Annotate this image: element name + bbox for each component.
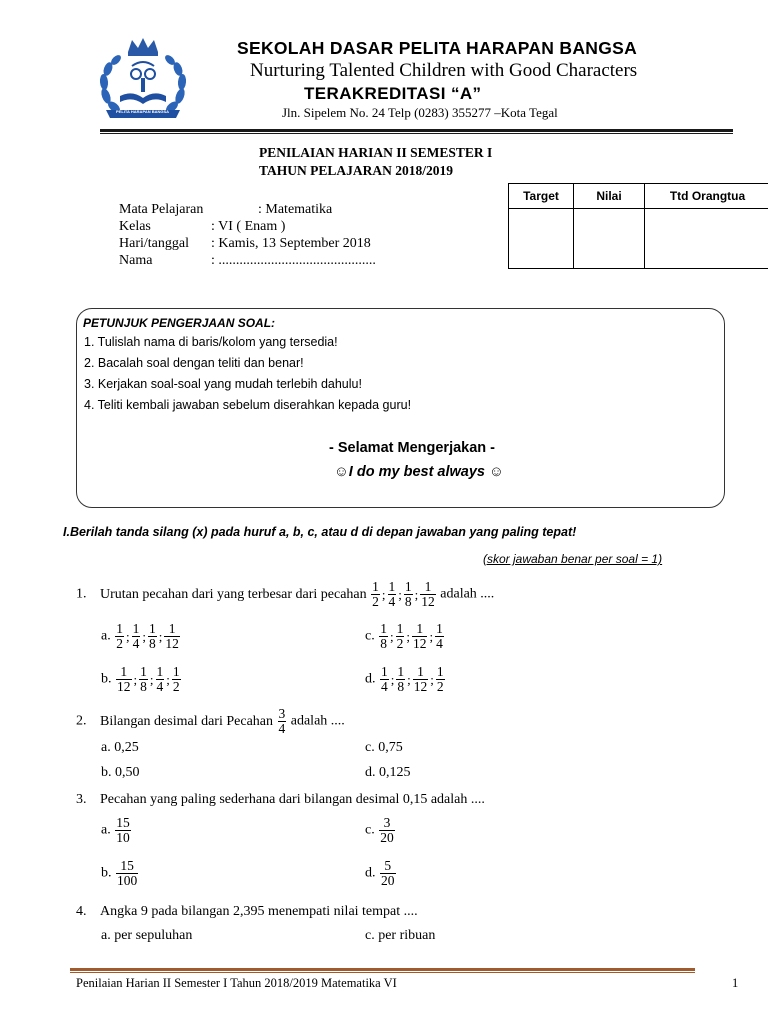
question-text: Urutan pecahan dari yang terbesar dari pecahan <box>100 586 367 602</box>
field-label: Mata Pelajaran <box>119 202 204 217</box>
numerator: 1 <box>148 621 156 636</box>
fraction <box>380 859 396 888</box>
instruction-item: 4. Teliti kembali jawaban sebelum diserahkan kepada guru! <box>84 398 412 412</box>
option-letter: a. <box>101 822 111 838</box>
score-note: (skor jawaban benar per soal = 1) <box>483 552 663 566</box>
denominator: 100 <box>117 873 138 888</box>
q3-option-c[interactable] <box>365 816 396 845</box>
q4-option-c[interactable]: c. per ribuan <box>365 928 436 943</box>
numerator: 1 <box>436 621 443 636</box>
fraction-separator: ; <box>390 671 395 687</box>
greeting: - Selamat Mengerjakan - <box>329 440 495 456</box>
fraction-separator: ; <box>430 671 434 687</box>
header-divider-thin <box>100 133 733 134</box>
numerator: 15 <box>116 815 130 830</box>
fraction-list <box>370 579 437 609</box>
exam-title: PENILAIAN HARIAN II SEMESTER I <box>259 145 493 160</box>
fraction <box>156 665 165 694</box>
denominator: 20 <box>381 873 395 888</box>
exam-year: TAHUN PELAJARAN 2018/2019 <box>259 163 454 178</box>
fraction <box>164 622 180 651</box>
instruction-item: 3. Kerjakan soal-soal yang mudah terlebih dahulu! <box>84 377 362 391</box>
fraction <box>148 622 157 651</box>
q3-option-d[interactable] <box>365 859 397 888</box>
fraction-separator: ; <box>381 586 386 602</box>
denominator: 8 <box>380 636 387 651</box>
denominator: 12 <box>413 679 428 694</box>
instructions-title: PETUNJUK PENGERJAAN SOAL: <box>83 316 276 330</box>
fraction-separator: ; <box>149 671 154 687</box>
numerator: 1 <box>417 664 424 679</box>
denominator: 4 <box>156 679 164 694</box>
fraction <box>436 665 445 694</box>
question-number: 1. <box>76 586 87 602</box>
score-cell-signature[interactable] <box>645 209 768 269</box>
q1-option-d[interactable] <box>365 665 446 694</box>
fraction-separator: ; <box>158 628 163 644</box>
fraction <box>413 665 429 694</box>
field-name <box>119 253 376 269</box>
numerator: 1 <box>424 579 432 594</box>
footer-text: Penilaian Harian II Semester I Tahun 2018/2019 Matematika VI <box>76 976 397 990</box>
numerator: 1 <box>120 664 128 679</box>
fraction-separator: ; <box>142 628 146 644</box>
fraction <box>172 665 181 694</box>
fraction <box>380 665 389 694</box>
field-label: Hari/tanggal <box>119 236 189 251</box>
field-label: Nama <box>119 253 153 268</box>
denominator: 8 <box>397 679 405 694</box>
numerator: 1 <box>397 664 405 679</box>
question-number: 4. <box>76 904 87 919</box>
fraction <box>116 665 132 694</box>
fraction <box>132 622 141 651</box>
question-2 <box>76 707 345 736</box>
instructions-box <box>76 308 725 508</box>
fraction <box>388 580 397 609</box>
fraction <box>278 707 287 736</box>
q1-option-c[interactable] <box>365 622 445 651</box>
denominator: 8 <box>148 636 156 651</box>
fraction <box>139 665 148 694</box>
school-logo <box>92 36 194 122</box>
section-heading: I.Berilah tanda silang (x) pada huruf a, b, c, atau d di depan jawaban yang paling tepat! <box>63 525 577 539</box>
school-address: Jln. Sipelem No. 24 Telp (0283) 355277 –Kota Tegal <box>282 105 558 120</box>
fraction-separator: ; <box>398 586 402 602</box>
question-1 <box>76 580 494 609</box>
option-letter: d. <box>365 865 376 881</box>
school-name: SEKOLAH DASAR PELITA HARAPAN BANGSA <box>237 38 638 58</box>
q2-option-a[interactable]: a. 0,25 <box>101 740 139 755</box>
fraction <box>115 816 131 845</box>
fraction <box>396 665 405 694</box>
fraction <box>420 580 436 609</box>
denominator: 2 <box>172 679 180 694</box>
numerator: 15 <box>120 858 134 873</box>
fraction <box>371 580 380 609</box>
field-class <box>119 219 286 235</box>
denominator: 4 <box>436 636 443 651</box>
field-value: : VI ( Enam ) <box>211 219 286 234</box>
fraction-list <box>115 664 182 694</box>
denominator: 2 <box>116 636 123 651</box>
field-subject <box>119 202 333 218</box>
q2-option-b[interactable]: b. 0,50 <box>101 765 140 780</box>
fraction <box>412 622 428 651</box>
fraction-separator: ; <box>166 671 170 687</box>
school-motto: Nurturing Talented Children with Good Characters <box>250 60 638 81</box>
numerator: 1 <box>388 579 396 594</box>
fraction <box>379 816 395 845</box>
numerator: 1 <box>140 664 147 679</box>
q2-option-d[interactable]: d. 0,125 <box>365 765 411 780</box>
fraction <box>116 859 138 888</box>
numerator: 1 <box>436 664 444 679</box>
fraction-separator: ; <box>429 628 434 644</box>
question-text: Pecahan yang paling sederhana dari bilangan desimal 0,15 adalah .... <box>100 792 485 807</box>
score-header-target: Target <box>509 184 574 209</box>
numerator: 1 <box>156 664 164 679</box>
numerator: 1 <box>404 579 412 594</box>
question-suffix: adalah .... <box>440 586 495 602</box>
denominator: 12 <box>421 594 435 609</box>
footer-divider <box>70 968 695 971</box>
question-text: Angka 9 pada bilangan 2,395 menempati nilai tempat .... <box>100 904 418 919</box>
footer-divider-thin <box>70 972 695 973</box>
score-header-nilai: Nilai <box>574 184 645 209</box>
fraction <box>404 580 413 609</box>
header-divider <box>100 129 733 132</box>
field-value: : Kamis, 13 September 2018 <box>211 236 371 251</box>
fraction <box>379 622 388 651</box>
denominator: 20 <box>380 830 394 845</box>
q1-option-a[interactable] <box>101 622 181 651</box>
numerator: 1 <box>396 621 404 636</box>
question-number: 2. <box>76 713 87 729</box>
fraction-separator: ; <box>414 586 419 602</box>
option-letter: c. <box>365 628 375 644</box>
field-label: Kelas <box>119 219 151 234</box>
numerator: 1 <box>416 621 424 636</box>
fraction <box>115 622 124 651</box>
fraction-list <box>378 621 445 651</box>
denominator: 4 <box>381 679 388 694</box>
score-cell-nilai[interactable] <box>574 209 645 269</box>
option-letter: d. <box>365 671 376 687</box>
accreditation: TERAKREDITASI “A” <box>304 84 482 103</box>
numerator: 1 <box>132 621 140 636</box>
logo-text: PELITA HARAPAN BANGSA <box>116 109 170 114</box>
q3-option-a[interactable] <box>101 816 132 845</box>
q4-option-a[interactable]: a. per sepuluhan <box>101 928 193 943</box>
numerator: 1 <box>116 621 123 636</box>
fraction-list <box>379 664 446 694</box>
numerator: 1 <box>372 579 379 594</box>
option-letter: b. <box>101 671 112 687</box>
denominator: 8 <box>140 679 147 694</box>
denominator: 2 <box>396 636 404 651</box>
fraction <box>396 622 405 651</box>
numerator: 3 <box>383 815 391 830</box>
fraction <box>435 622 444 651</box>
option-letter: c. <box>365 822 375 838</box>
question-number: 3. <box>76 792 87 807</box>
denominator: 4 <box>132 636 140 651</box>
denominator: 4 <box>278 721 286 736</box>
q2-option-c[interactable]: c. 0,75 <box>365 740 403 755</box>
denominator: 12 <box>117 679 131 694</box>
fraction-separator: ; <box>407 671 411 687</box>
numerator: 3 <box>278 706 286 721</box>
fraction-separator: ; <box>133 671 138 687</box>
option-letter: a. <box>101 628 111 644</box>
question-text: Bilangan desimal dari Pecahan <box>100 713 273 729</box>
numerator: 1 <box>381 664 388 679</box>
fraction-separator: ; <box>406 628 410 644</box>
field-date <box>119 236 371 252</box>
instruction-item: 2. Bacalah soal dengan teliti dan benar! <box>84 356 304 370</box>
score-table <box>508 183 768 269</box>
numerator: 1 <box>172 664 180 679</box>
fraction-separator: ; <box>389 628 394 644</box>
q3-option-b[interactable] <box>101 859 139 888</box>
question-4 <box>76 904 418 920</box>
fraction-separator: ; <box>125 628 130 644</box>
student-motto: ☺I do my best always ☺ <box>334 464 504 480</box>
denominator: 12 <box>412 636 427 651</box>
denominator: 12 <box>165 636 179 651</box>
numerator: 1 <box>380 621 387 636</box>
option-letter: b. <box>101 865 112 881</box>
score-header-signature: Ttd Orangtua <box>645 184 768 209</box>
denominator: 4 <box>388 594 396 609</box>
fraction-list <box>114 621 181 651</box>
denominator: 8 <box>404 594 412 609</box>
q1-option-b[interactable] <box>101 665 182 694</box>
question-suffix: adalah .... <box>290 713 345 729</box>
numerator: 1 <box>168 621 176 636</box>
instruction-item: 1. Tulislah nama di baris/kolom yang tersedia! <box>84 335 338 349</box>
question-3 <box>76 792 485 808</box>
page-number: 1 <box>732 976 739 990</box>
score-cell-target[interactable] <box>509 209 574 269</box>
denominator: 2 <box>436 679 444 694</box>
field-value: : Matematika <box>258 202 333 217</box>
denominator: 10 <box>116 830 130 845</box>
denominator: 2 <box>372 594 379 609</box>
field-value: : ............................................. <box>211 253 376 268</box>
numerator: 5 <box>384 858 392 873</box>
